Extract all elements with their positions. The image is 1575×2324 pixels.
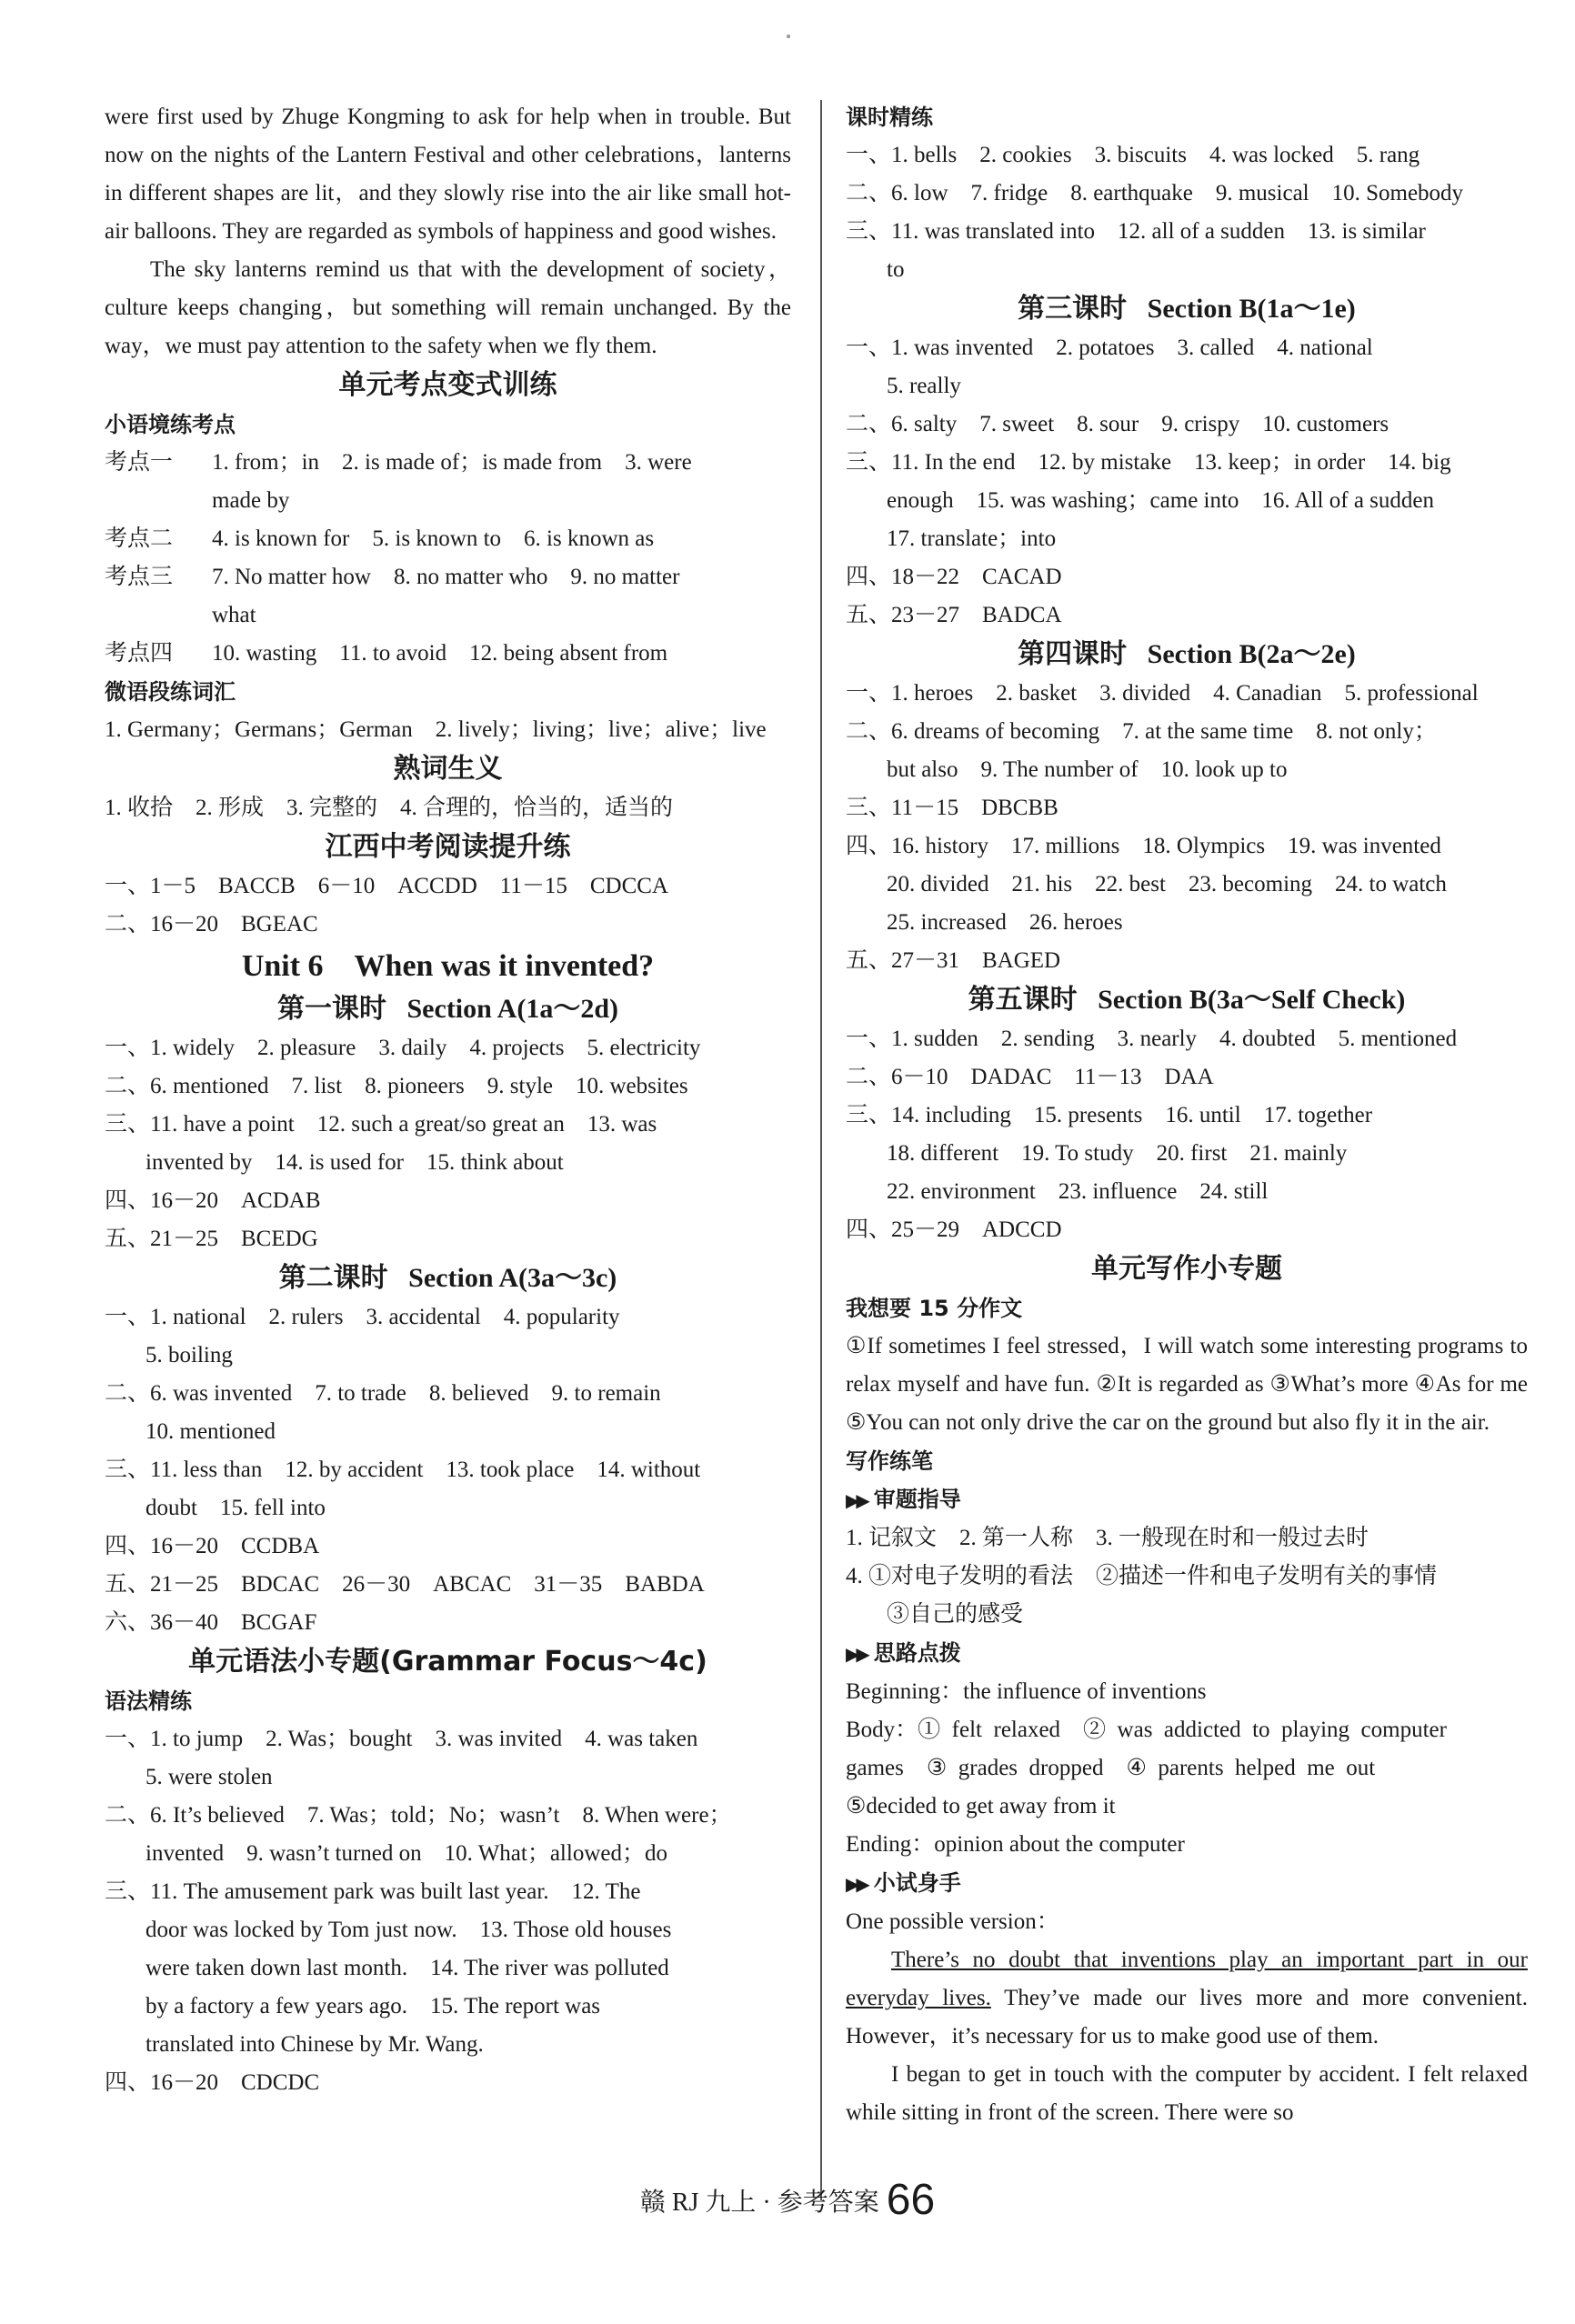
key-point-row bbox=[105, 558, 791, 596]
paragraph bbox=[846, 1327, 1528, 1442]
heading-gap bbox=[1127, 639, 1148, 669]
answer-line: ⑤decided to get away from it bbox=[846, 1794, 1116, 1818]
subsection-label: 微语段练词汇 bbox=[105, 679, 236, 705]
answer-line: 二、6. dreams of becoming 7. at the same time 8. not only； bbox=[846, 719, 1437, 744]
key-point-row bbox=[105, 444, 791, 482]
paragraph-text: were first used by Zhuge Kongming to ask for help when in trouble. But now on the nights of the Lantern Festival and other celebrations，lanterns in different shapes are lit，and they slowly rise into the air like small hot-air balloons. They are regarded as symbols of happiness and good wishes. bbox=[105, 105, 791, 244]
answer-line: 四、16－20 CCDBA bbox=[105, 1534, 320, 1558]
subsection-label: 写作练笔 bbox=[846, 1448, 933, 1474]
underlined-sentence: There’s no doubt that inventions play an important part in our everyday lives. bbox=[846, 1948, 1528, 2010]
answer-continuation: door was locked by Tom just now. 13. Those old houses bbox=[145, 1918, 672, 1942]
answer-continuation: were taken down last month. 14. The river was polluted bbox=[145, 1956, 669, 1980]
answer-continuation: 20. divided 21. his 22. best 23. becoming 24. to watch bbox=[887, 872, 1447, 897]
paragraph bbox=[105, 98, 791, 251]
heading-gap bbox=[1078, 985, 1098, 1015]
answer-line: 一、1. to jump 2. Was；bought 3. was invited 4. was taken bbox=[105, 1727, 698, 1751]
heading-gap bbox=[1127, 294, 1148, 324]
lesson-heading bbox=[105, 1258, 791, 1298]
answer-line: 五、23－27 BADCA bbox=[846, 603, 1062, 627]
key-point-continuation: made by bbox=[212, 488, 290, 513]
paragraph-rest: They’ve made our lives more and more convenient. However，it’s necessary for us to make good use of them. bbox=[846, 1986, 1528, 2049]
answer-line: 一、1. widely 2. pleasure 3. daily 4. projects 5. electricity bbox=[105, 1036, 701, 1060]
answer-continuation: invented 9. wasn’t turned on 10. What；allowed；do bbox=[145, 1841, 667, 1866]
answer-line: 二、6. low 7. fridge 8. earthquake 9. musical 10. Somebody bbox=[846, 181, 1464, 205]
column-divider bbox=[820, 100, 822, 2200]
key-point-continuation: what bbox=[212, 603, 256, 627]
guide-label-text: 审题指导 bbox=[873, 1487, 961, 1512]
answer-continuation: 25. increased 26. heroes bbox=[887, 910, 1123, 935]
paragraph-text: The sky lanterns remind us that with the development of society，culture keeps changing，but something will remain unchanged. By the way，we must pay attention to the safety when we fly them. bbox=[105, 257, 791, 358]
key-point-answers: 10. wasting 11. to avoid 12. being absent from bbox=[212, 641, 668, 666]
answer-line: 一、1. bells 2. cookies 3. biscuits 4. was locked 5. rang bbox=[846, 143, 1420, 167]
lesson-name: 第五课时 bbox=[968, 984, 1078, 1016]
paragraph-text bbox=[846, 1941, 1528, 2056]
answer-line: 一、1. national 2. rulers 3. accidental 4. popularity bbox=[105, 1305, 620, 1329]
key-point-label: 考点三 bbox=[105, 565, 174, 589]
key-point-label: 考点四 bbox=[105, 641, 174, 666]
answer-line: 1. 记叙文 2. 第一人称 3. 一般现在时和一般过去时 bbox=[846, 1526, 1369, 1550]
lesson-heading bbox=[846, 635, 1528, 675]
key-point-row bbox=[105, 520, 791, 558]
right-column bbox=[846, 98, 1528, 2132]
paragraph-text: I began to get in touch with the computer by accident. I felt relaxed while sitting in front of the screen. There were so bbox=[846, 2062, 1528, 2125]
subsection-label: 小语境练考点 bbox=[105, 412, 236, 437]
lesson-name: 第三课时 bbox=[1018, 293, 1128, 325]
answer-continuation: but also 9. The number of 10. look up to bbox=[887, 757, 1288, 782]
answer-line: 三、11. The amusement park was built last year. 12. The bbox=[105, 1879, 641, 1904]
lesson-section: Section B(1a～1e) bbox=[1147, 294, 1356, 324]
subsection-label: 语法精练 bbox=[105, 1688, 192, 1714]
answer-continuation: 17. translate；into bbox=[887, 526, 1057, 551]
heading-gap bbox=[388, 1263, 409, 1293]
guide-label bbox=[846, 1864, 1528, 1903]
key-point-label: 考点一 bbox=[105, 450, 174, 475]
answer-line: 一、1. heroes 2. basket 3. divided 4. Canadian 5. professional bbox=[846, 681, 1479, 706]
answer-continuation: 22. environment 23. influence 24. still bbox=[887, 1179, 1269, 1204]
double-arrow-icon: ▶▶ bbox=[846, 1873, 867, 1895]
answer-line: 三、11. less than 12. by accident 13. took place 14. without bbox=[105, 1458, 701, 1482]
answer-line: 二、6. was invented 7. to trade 8. believed 9. to remain bbox=[105, 1381, 661, 1406]
answer-line: 五、21－25 BDCAC 26－30 ABCAC 31－35 BABDA bbox=[105, 1572, 705, 1597]
heading-gap bbox=[386, 994, 407, 1024]
answer-continuation: 10. mentioned bbox=[145, 1419, 276, 1444]
answer-line: 三、11. was translated into 12. all of a sudden 13. is similar bbox=[846, 219, 1426, 244]
lesson-section: Section B(2a～2e) bbox=[1147, 639, 1356, 669]
page-number: 66 bbox=[886, 2176, 936, 2224]
answer-continuation: invented by 14. is used for 15. think about bbox=[145, 1150, 564, 1175]
section-heading: 熟词生义 bbox=[393, 753, 503, 785]
answer-line: 四、16－20 CDCDC bbox=[105, 2070, 320, 2095]
answer-line: One possible version： bbox=[846, 1909, 1059, 1934]
answer-line: 4. ①对电子发明的看法 ②描述一件和电子发明有关的事情 bbox=[846, 1564, 1438, 1588]
answer-line: 二、6. It’s believed 7. Was；told；No；wasn’t 8. When were； bbox=[105, 1803, 732, 1828]
answer-line: 四、16. history 17. millions 18. Olympics 19. was invented bbox=[846, 834, 1441, 858]
answer-line: Ending：opinion about the computer bbox=[846, 1832, 1185, 1857]
answer-continuation: 5. really bbox=[887, 374, 961, 398]
answer-line: 一、1. was invented 2. potatoes 3. called 4. national bbox=[846, 336, 1373, 360]
answer-continuation: by a factory a few years ago. 15. The report was bbox=[145, 1994, 601, 2018]
section-heading: 单元考点变式训练 bbox=[338, 369, 557, 401]
guide-label bbox=[846, 1480, 1528, 1519]
guide-label bbox=[846, 1634, 1528, 1673]
key-point-answers: 1. from；in 2. is made of；is made from 3. were bbox=[212, 450, 692, 475]
answer-line: 二、6－10 DADAC 11－13 DAA bbox=[846, 1065, 1214, 1089]
key-point-answers: 7. No matter how 8. no matter who 9. no matter bbox=[212, 565, 680, 589]
unit-title: Unit 6 When was it invented? bbox=[241, 949, 655, 983]
page-footer bbox=[0, 2173, 1575, 2230]
answer-line: 三、11. have a point 12. such a great/so great an 13. was bbox=[105, 1112, 657, 1137]
answer-continuation: enough 15. was washing；came into 16. All of a sudden bbox=[887, 488, 1434, 513]
paragraph bbox=[105, 251, 791, 366]
answer-line: Body：① felt relaxed ② was addicted to playing computer bbox=[846, 1718, 1447, 1742]
lesson-heading bbox=[105, 989, 791, 1029]
paragraph bbox=[846, 2056, 1528, 2132]
lesson-section: Section A(3a～3c) bbox=[408, 1263, 617, 1293]
guide-label-text: 思路点拨 bbox=[873, 1640, 961, 1666]
answer-line: 二、16－20 BGEAC bbox=[105, 912, 318, 937]
answer-continuation: ③自己的感受 bbox=[887, 1602, 1024, 1627]
answer-line: games ③ grades dropped ④ parents helped me out bbox=[846, 1756, 1376, 1780]
answer-line: 四、18－22 CACAD bbox=[846, 565, 1062, 589]
subsection-label: 课时精练 bbox=[846, 105, 933, 130]
footer-label: 赣 RJ 九上 · 参考答案 bbox=[639, 2189, 879, 2217]
answer-line: 五、21－25 BCEDG bbox=[105, 1227, 318, 1251]
lesson-name: 第二课时 bbox=[278, 1262, 388, 1294]
key-point-row bbox=[105, 635, 791, 673]
answer-continuation: 18. different 19. To study 20. first 21. mainly bbox=[887, 1141, 1348, 1166]
key-point-answers: 4. is known for 5. is known to 6. is known as bbox=[212, 526, 655, 551]
answer-continuation: to bbox=[887, 257, 905, 282]
paragraph bbox=[846, 1941, 1528, 2056]
answer-line: 一、1－5 BACCB 6－10 ACCDD 11－15 CDCCA bbox=[105, 874, 668, 898]
answer-continuation: 5. boiling bbox=[145, 1343, 233, 1367]
answer-line: 四、16－20 ACDAB bbox=[105, 1188, 321, 1213]
answer-continuation: doubt 15. fell into bbox=[145, 1496, 326, 1520]
lesson-heading bbox=[846, 980, 1528, 1020]
answer-line: 1. 收拾 2. 形成 3. 完整的 4. 合理的，恰当的，适当的 bbox=[105, 796, 674, 820]
answer-line: 二、6. salty 7. sweet 8. sour 9. crispy 10. customers bbox=[846, 412, 1389, 436]
lesson-heading bbox=[846, 289, 1528, 329]
lesson-name: 第一课时 bbox=[277, 993, 386, 1025]
answer-line: 1. Germany；Germans；German 2. lively；living；live；alive；live bbox=[105, 717, 767, 742]
answer-continuation: 5. were stolen bbox=[145, 1765, 273, 1789]
answer-line: 六、36－40 BCGAF bbox=[105, 1610, 317, 1635]
left-column bbox=[105, 98, 791, 2102]
answer-line: 一、1. sudden 2. sending 3. nearly 4. doubted 5. mentioned bbox=[846, 1027, 1458, 1051]
section-heading: 江西中考阅读提升练 bbox=[325, 831, 571, 863]
subsection-label: 我想要 15 分作文 bbox=[846, 1296, 1023, 1321]
answer-line: 五、27－31 BAGED bbox=[846, 948, 1061, 973]
answer-line: 四、25－29 ADCCD bbox=[846, 1217, 1062, 1242]
decorative-dot bbox=[787, 35, 790, 38]
key-point-label: 考点二 bbox=[105, 526, 174, 551]
lesson-section: Section B(3a～Self Check) bbox=[1098, 985, 1406, 1015]
double-arrow-icon: ▶▶ bbox=[846, 1643, 867, 1665]
guide-label-text: 小试身手 bbox=[873, 1870, 961, 1896]
answer-line: 三、14. including 15. presents 16. until 17. together bbox=[846, 1103, 1373, 1127]
answer-line: 三、11－15 DBCBB bbox=[846, 796, 1058, 820]
lesson-section: Section A(1a～2d) bbox=[406, 994, 618, 1024]
lesson-name: 第四课时 bbox=[1018, 638, 1128, 670]
section-heading: 单元语法小专题(Grammar Focus～4c) bbox=[188, 1646, 707, 1678]
answer-line: 三、11. In the end 12. by mistake 13. keep；in order 14. big bbox=[846, 450, 1451, 475]
answer-line: 二、6. mentioned 7. list 8. pioneers 9. style 10. websites bbox=[105, 1074, 688, 1098]
double-arrow-icon: ▶▶ bbox=[846, 1489, 867, 1511]
paragraph-text: ①If sometimes I feel stressed，I will watch some interesting programs to relax myself and have fun. ②It is regarded as ③What’s more ④As for me ⑤You can not only drive the car on the ground but also fly it in the air. bbox=[846, 1334, 1528, 1435]
answer-line: Beginning：the influence of inventions bbox=[846, 1679, 1207, 1704]
section-heading: 单元写作小专题 bbox=[1091, 1253, 1282, 1285]
answer-continuation: translated into Chinese by Mr. Wang. bbox=[145, 2032, 484, 2057]
